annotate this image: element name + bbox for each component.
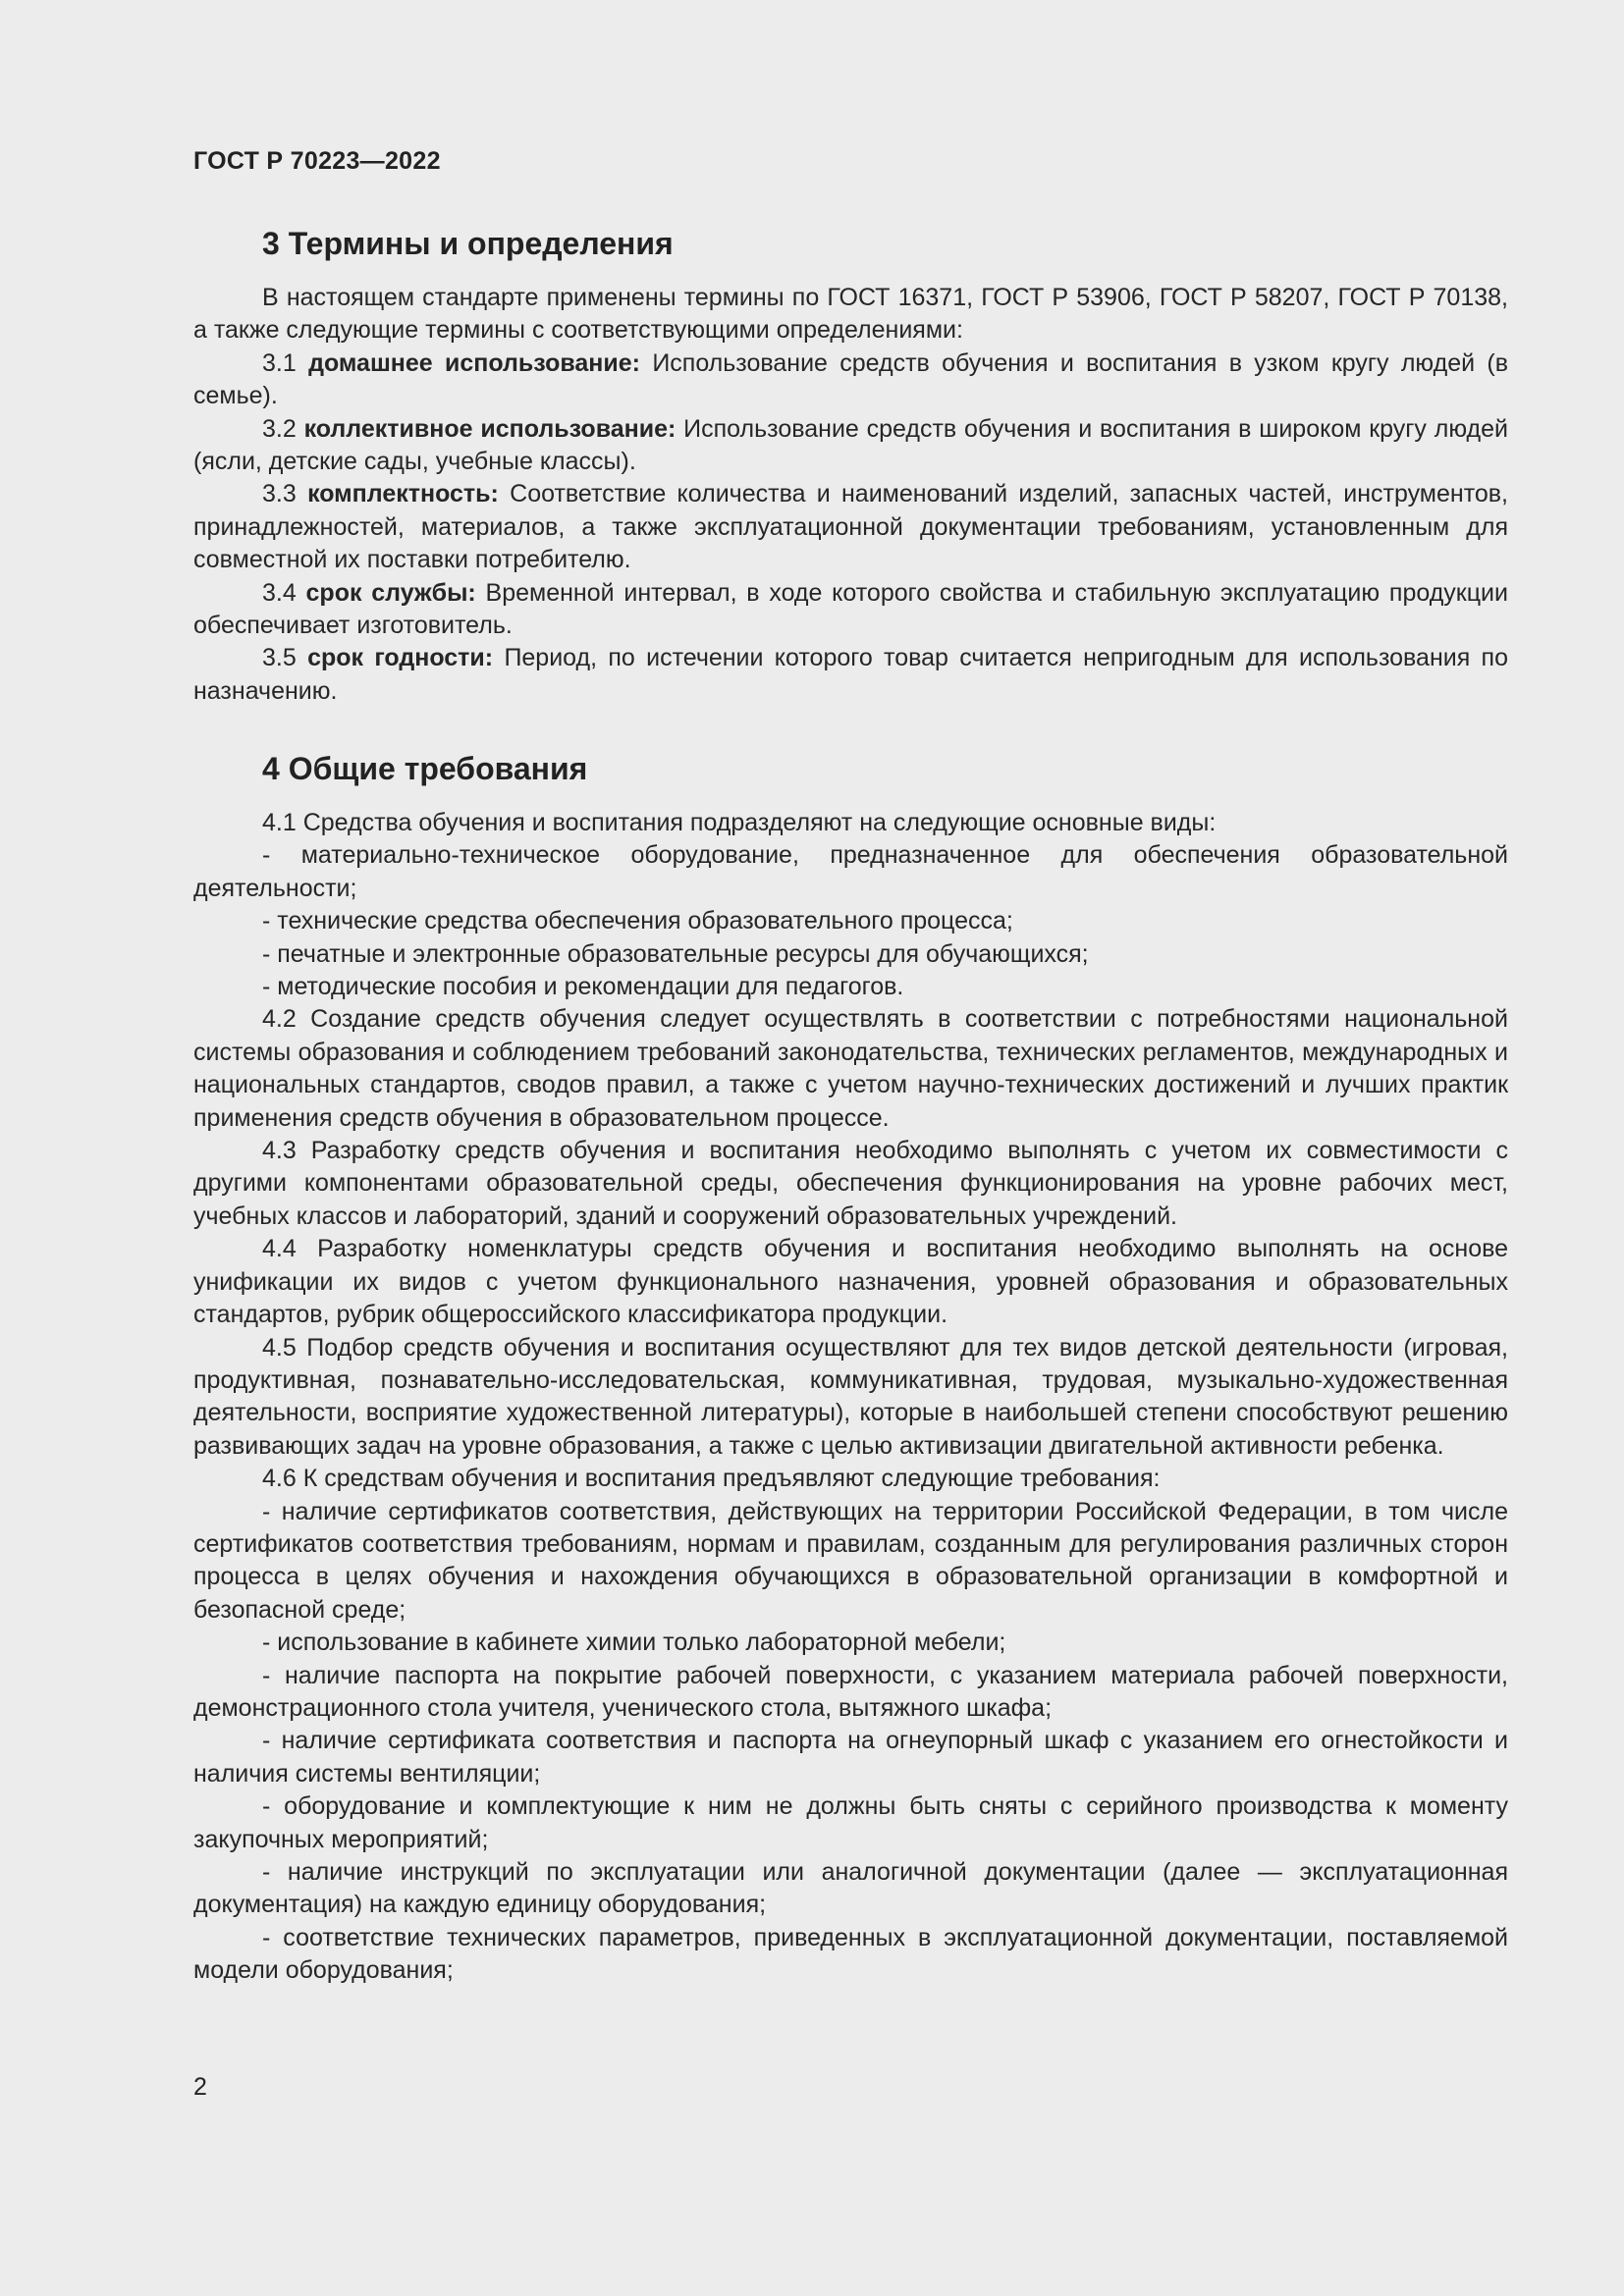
term-text: Временной интервал, в ходе которого свойства и стабильную эксплуатацию продукции обеспечивает изготовитель. xyxy=(193,578,1508,640)
term-text: Использование средств обучения и воспитания в широком кругу людей (ясли, детские сады, учебные классы). xyxy=(193,414,1508,476)
term-name: комплектность: xyxy=(307,480,499,508)
section-title-general-requirements: 4 Общие требования xyxy=(262,751,588,786)
term-name: срок службы: xyxy=(305,578,476,607)
requirement-paragraph: 4.5 Подбор средств обучения и воспитания осуществляют для тех видов детской деятельности (игровая, продуктивная, познавательно-исследовательская, коммуникативная, трудовая, музыкально-художественная деятельности, восприятие художественной литературы), которые в наибольшей степени способствуют решению развивающих задач на уровне образования, а также с целью активизации двигательной активности ребенка. xyxy=(193,1333,1508,1460)
list-item: - технические средства обеспечения образовательного процесса; xyxy=(262,907,1013,935)
term-definition xyxy=(193,347,1508,413)
list-item: - наличие инструкций по эксплуатации или аналогичной документации (далее — эксплуатационная документация) на каждую единицу оборудования; xyxy=(193,1858,1508,1919)
section-title-terms: 3 Термины и определения xyxy=(262,226,674,261)
list-item: - методические пособия и рекомендации для педагогов. xyxy=(262,973,904,1001)
section-terms xyxy=(193,226,1508,708)
term-definition xyxy=(193,642,1508,708)
term-number: 3.5 xyxy=(262,644,297,672)
term-definition xyxy=(193,478,1508,576)
list-item: - наличие паспорта на покрытие рабочей поверхности, с указанием материала рабочей поверхности, демонстрационного стола учителя, ученического стола, вытяжного шкафа; xyxy=(193,1661,1508,1722)
list-item: - использование в кабинете химии только лабораторной мебели; xyxy=(262,1629,1006,1657)
page-number: 2 xyxy=(193,2073,207,2101)
term-name: домашнее использование: xyxy=(308,348,640,377)
term-number: 3.3 xyxy=(262,480,297,508)
term-number: 3.1 xyxy=(262,348,297,377)
term-number: 3.4 xyxy=(262,578,297,607)
term-text: Использование средств обучения и воспитания в узком кругу людей (в семье). xyxy=(193,348,1508,410)
list-item: - материально-техническое оборудование, предназначенное для обеспечения образовательной деятельности; xyxy=(193,841,1508,902)
term-text: Соответствие количества и наименований изделий, запасных частей, инструментов, принадлежностей, материалов, а также эксплуатационной документации требованиям, установленным для совместной их поставки потребителю. xyxy=(193,480,1509,574)
term-name: срок годности: xyxy=(307,644,494,672)
requirement-paragraph: 4.3 Разработку средств обучения и воспитания необходимо выполнять с учетом их совместимости с другими компонентами образовательной среды, обеспечения функционирования на уровне рабочих мест, учебных классов и лабораторий, зданий и сооружений образовательных учреждений. xyxy=(193,1137,1508,1230)
list-item: - наличие сертификатов соответствия, действующих на территории Российской Федерации, в том числе сертификатов соответствия требованиям, нормам и правилам, созданным для регулирования различных сторон процесса в целях обучения и нахождения обучающихся в образовательной организации в комфортной и безопасной среде; xyxy=(193,1497,1508,1624)
requirement-paragraph: 4.6 К средствам обучения и воспитания предъявляют следующие требования: xyxy=(262,1465,1161,1493)
list-item: - печатные и электронные образовательные ресурсы для обучающихся; xyxy=(262,939,1089,968)
term-definition xyxy=(193,413,1508,479)
document-id-header: ГОСТ Р 70223—2022 xyxy=(193,147,441,175)
section-general-requirements xyxy=(193,751,1508,1988)
list-item: - наличие сертификата соответствия и паспорта на огнеупорный шкаф с указанием его огнестойкости и наличия системы вентиляции; xyxy=(193,1727,1508,1788)
requirement-paragraph: 4.2 Создание средств обучения следует осуществлять в соответствии с потребностями национальной системы образования и соблюдением требований законодательства, технических регламентов, международных и национальных стандартов, сводов правил, а также с учетом научно-технических достижений и лучших практик применения средств обучения в образовательном процессе. xyxy=(193,1005,1508,1132)
list-item: - соответствие технических параметров, приведенных в эксплуатационной документации, поставляемой модели оборудования; xyxy=(193,1923,1508,1985)
term-text: Период, по истечении которого товар считается непригодным для использования по назначению. xyxy=(193,644,1508,705)
term-number: 3.2 xyxy=(262,414,297,443)
list-item: - оборудование и комплектующие к ним не должны быть сняты с серийного производства к моменту закупочных мероприятий; xyxy=(193,1792,1508,1853)
requirement-paragraph: 4.1 Средства обучения и воспитания подразделяют на следующие основные виды: xyxy=(262,809,1217,836)
terms-intro-paragraph: В настоящем стандарте применены термины по ГОСТ 16371, ГОСТ Р 53906, ГОСТ Р 58207, ГОСТ Р 70138, а также следующие термины с соответствующими определениями: xyxy=(193,284,1508,345)
term-definition xyxy=(193,577,1508,643)
term-name: коллективное использование: xyxy=(303,414,677,443)
requirement-paragraph: 4.4 Разработку номенклатуры средств обучения и воспитания необходимо выполнять на основе унификации их видов с учетом функционального назначения, уровней образования и образовательных стандартов, рубрик общероссийского классификатора продукции. xyxy=(193,1235,1508,1329)
